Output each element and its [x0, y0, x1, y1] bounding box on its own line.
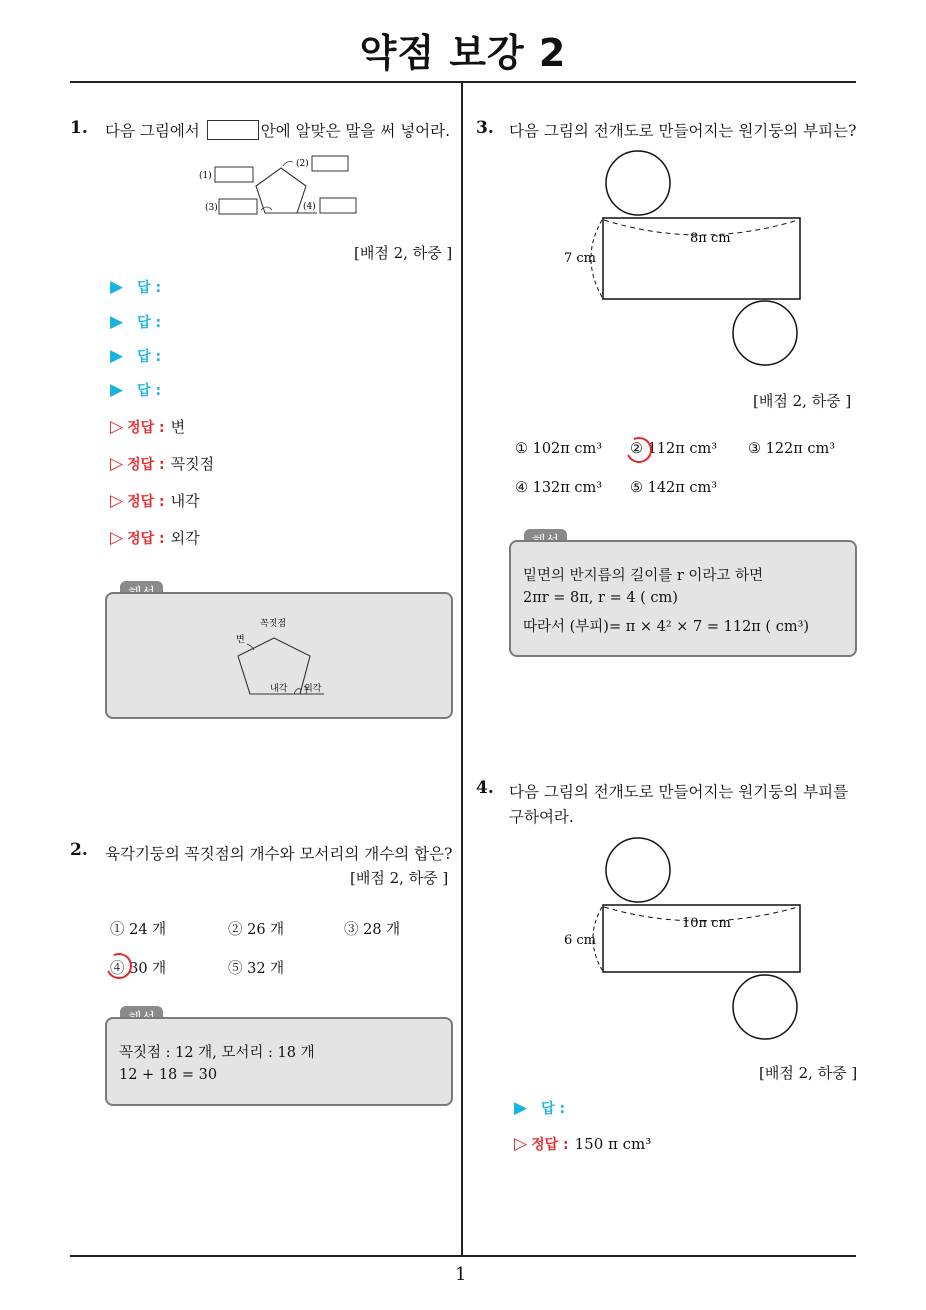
q3-explanation-box — [509, 540, 857, 657]
answer-arrow-icon: ▶ — [110, 312, 124, 332]
q2-choice-5[interactable]: ⑤ 32 개 — [228, 961, 285, 977]
q1-correct-3 — [110, 490, 200, 511]
q2-meta: [배점 2, 하중 ] — [350, 869, 449, 887]
q1-label-3: (3) — [205, 203, 218, 213]
q2-explanation-line-2: 12 + 18 = 30 — [119, 1067, 218, 1083]
q3-explanation-line-3: 따라서 (부피)= π × 4² × 7 = 112π ( cm³) — [523, 619, 810, 635]
q2-choice-3[interactable]: ③ 28 개 — [344, 922, 401, 938]
q4-height-label: 6 cm — [564, 933, 597, 948]
correct-label: 정답 : — [127, 420, 165, 436]
q1-explanation-box — [105, 592, 453, 719]
q3-selected-mark — [622, 433, 655, 466]
column-divider — [461, 82, 463, 1257]
correct-arrow-icon: ▷ — [110, 454, 124, 474]
answer-label: 답 : — [541, 1101, 566, 1117]
q1-answer-row-4[interactable] — [110, 380, 161, 400]
q1-meta: [배점 2, 하중 ] — [354, 244, 453, 262]
q3-height-label: 7 cm — [564, 251, 597, 266]
correct-label: 정답 : — [127, 457, 165, 473]
q3-number: 3. — [476, 118, 494, 138]
top-rule — [70, 81, 856, 83]
answer-arrow-icon: ▶ — [110, 380, 124, 400]
correct-arrow-icon: ▷ — [514, 1134, 528, 1154]
correct-value: 변 — [170, 418, 186, 436]
q1-explanation-figure — [222, 612, 362, 702]
q2-choice-1[interactable]: ① 24 개 — [110, 922, 167, 938]
correct-label: 정답 : — [127, 531, 165, 547]
q3-choice-4[interactable]: ④ 132π cm³ — [515, 480, 603, 496]
q1-answer-row-1[interactable] — [110, 277, 161, 297]
correct-arrow-icon: ▷ — [110, 528, 124, 548]
q3-meta: [배점 2, 하중 ] — [753, 392, 852, 410]
q3-width-label: 8π cm — [690, 231, 731, 246]
q1-text-before: 다음 그림에서 — [105, 122, 200, 140]
exp-side-label: 변 — [236, 635, 245, 645]
q3-explanation-line-2: 2πr = 8π, r = 4 ( cm) — [523, 590, 678, 606]
q1-correct-4 — [110, 527, 200, 548]
q4-answer-row[interactable] — [514, 1098, 565, 1118]
q1-label-2: (2) — [296, 159, 309, 169]
answer-arrow-icon: ▶ — [514, 1098, 528, 1118]
correct-label: 정답 : — [531, 1137, 569, 1153]
q1-answer-row-3[interactable] — [110, 346, 161, 366]
correct-arrow-icon: ▷ — [110, 417, 124, 437]
q1-correct-1 — [110, 416, 185, 437]
q2-number: 2. — [70, 840, 88, 860]
q3-choice-5[interactable]: ⑤ 142π cm³ — [630, 480, 718, 496]
q1-pentagon-figure — [195, 150, 365, 220]
q2-text: 육각기둥의 꼭짓점의 개수와 모서리의 개수의 합은? — [105, 845, 453, 863]
q1-label-1: (1) — [199, 171, 212, 181]
q4-number: 4. — [476, 778, 494, 798]
exp-vertex-label: 꼭짓점 — [260, 619, 287, 629]
answer-label: 답 : — [137, 349, 162, 365]
answer-label: 답 : — [137, 383, 162, 399]
q1-number: 1. — [70, 118, 88, 138]
answer-label: 답 : — [137, 280, 162, 296]
correct-value: 150 π cm³ — [574, 1135, 652, 1153]
page-title: 약점 보강 2 — [359, 31, 567, 75]
q1-answer-row-2[interactable] — [110, 312, 161, 332]
correct-value: 내각 — [170, 492, 200, 510]
q2-choice-2[interactable]: ② 26 개 — [228, 922, 285, 938]
q4-text-line-2: 구하여라. — [509, 808, 574, 826]
q3-choice-1[interactable]: ① 102π cm³ — [515, 441, 603, 457]
q4-meta: [배점 2, 하중 ] — [759, 1064, 858, 1082]
q2-explanation-box — [105, 1017, 453, 1106]
q2-explanation-line-1: 꼭짓점 : 12 개, 모서리 : 18 개 — [119, 1045, 315, 1061]
q4-net-figure — [560, 835, 810, 1050]
answer-arrow-icon: ▶ — [110, 346, 124, 366]
q1-text-after: 안에 알맞은 말을 써 넣어라. — [260, 122, 451, 140]
q3-choice-2[interactable]: ② 112π cm³ — [630, 441, 718, 457]
q3-choice-3[interactable]: ③ 122π cm³ — [748, 441, 836, 457]
q2-choice-4[interactable]: ④ 30 개 — [110, 961, 167, 977]
q1-blank-box — [207, 120, 259, 140]
exp-interior-label: 내각 — [270, 684, 288, 694]
q3-text: 다음 그림의 전개도로 만들어지는 원기둥의 부피는? — [509, 122, 857, 140]
q3-net-figure — [560, 150, 810, 370]
answer-arrow-icon: ▶ — [110, 277, 124, 297]
correct-value: 꼭짓점 — [170, 455, 215, 473]
exp-exterior-label: 외각 — [304, 684, 322, 694]
q3-explanation-line-1: 밑면의 반지름의 길이를 r 이라고 하면 — [523, 568, 764, 584]
bottom-rule — [70, 1255, 856, 1257]
q4-width-label: 10π cm — [682, 916, 731, 931]
q1-correct-2 — [110, 453, 214, 474]
correct-arrow-icon: ▷ — [110, 491, 124, 511]
correct-value: 외각 — [170, 529, 200, 547]
answer-label: 답 : — [137, 315, 162, 331]
q1-label-4: (4) — [303, 202, 316, 212]
page-number: 1 — [455, 1264, 467, 1285]
q4-correct — [514, 1134, 651, 1154]
q1-text — [105, 119, 450, 141]
q4-text-line-1: 다음 그림의 전개도로 만들어지는 원기둥의 부피를 — [509, 783, 849, 801]
correct-label: 정답 : — [127, 494, 165, 510]
